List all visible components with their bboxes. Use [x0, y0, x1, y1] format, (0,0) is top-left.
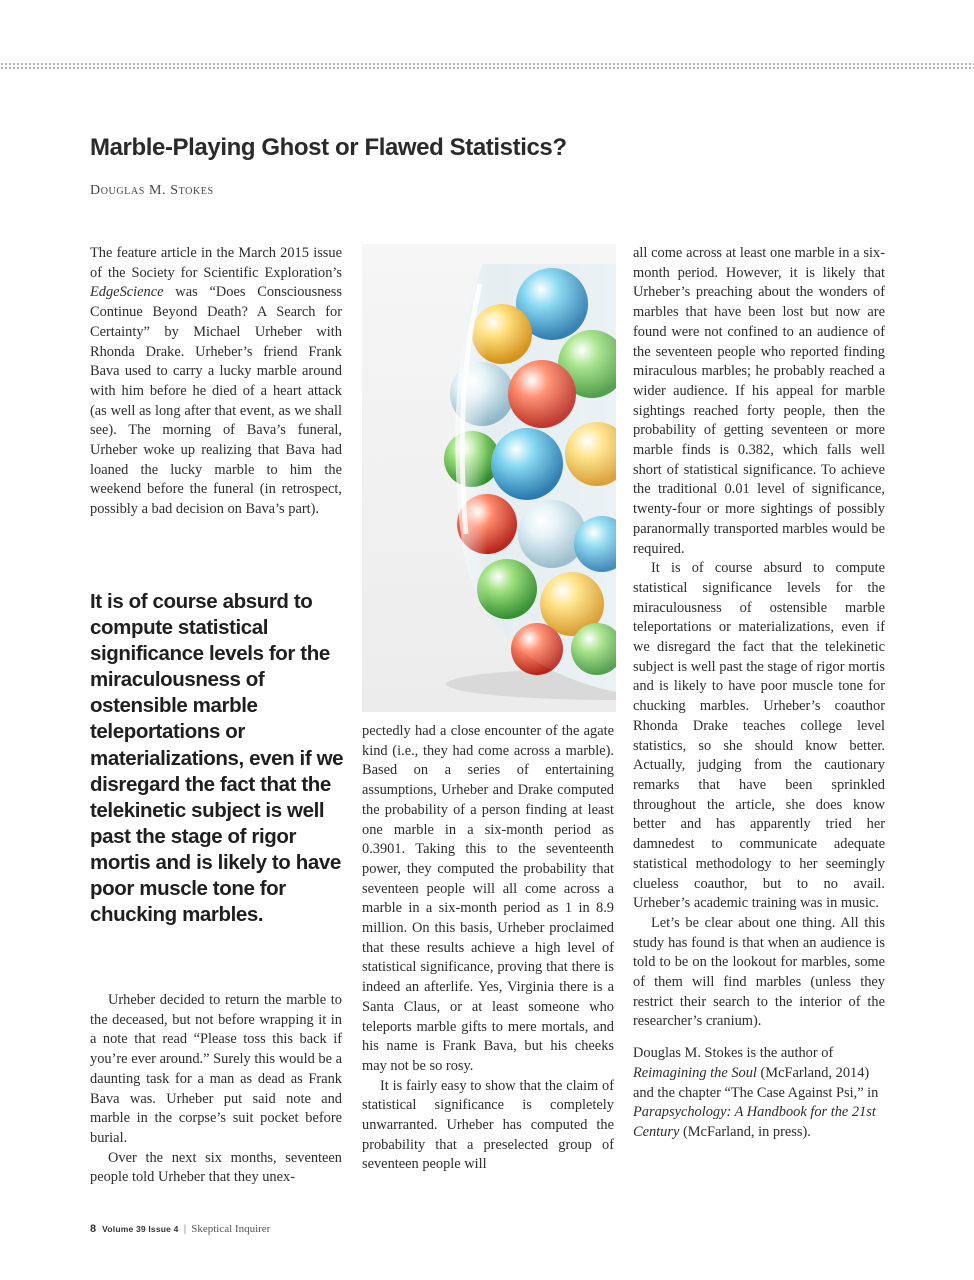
volume-issue: Volume 39 Issue 4 — [102, 1224, 179, 1234]
paragraph: all come across at least one marble in a six-month period. However, it is likely that Urheber’s preaching about the wonders of marbles that have been lost but now are found were not confined to an audience of the seventeen people who reported finding miraculous marbles; he probably reached a wider audience. If his appeal for marble sightings reached forty people, then the probability of getting seventeen or more marble finds is 0.382, which falls well short of statistical significance. To achieve the traditional 0.01 level of significance, twenty-four or more sightings of possibly paranormally transported marbles would be required. — [633, 245, 885, 557]
column-1-bottom — [90, 991, 342, 1188]
column-3 — [633, 244, 885, 1143]
page-number: 8 — [90, 1223, 97, 1235]
paragraph: The feature article in the March 2015 issue of the Society for Scientific Exploration’s EdgeScience was “Does Consciousness Continue Beyond Death? A Search for Certainty” by Michael Urheber with Rhonda Drake. Urheber’s friend Frank Bava used to carry a lucky marble around with him before he died of a heart attack (as well as long after that event, as we shall see). The morning of Bava’s funeral, Urheber woke up realizing that Bava had loaned the lucky marble to him the weekend before the funeral (in retrospect, possibly a bad decision on Bava’s part). — [90, 245, 342, 518]
page-footer — [90, 1223, 270, 1235]
footer-separator: | — [183, 1224, 187, 1235]
paragraph: pectedly had a close encounter of the agate kind (i.e., they had come across a marble). Based on a series of entertaining assumptions, Urheber and Drake computed the probability of a person finding at least one marble in a six-month period as 0.3901. Taking this to the seventeenth power, they computed the probability that seventeen people will all come across a marble in a six-month period as 1 in 8.9 million. On this basis, Urheber proclaimed that these results achieve a high level of statistical significance, proving that there is indeed an afterlife. Yes, Virginia there is a Santa Claus, or at least someone who teleports marble gifts to mere mortals, and his name is Frank Bava, but his cheeks may not be so rosy. — [362, 723, 614, 1074]
paragraph: Let’s be clear about one thing. All this study has found is that when an audience is told to be on the lookout for marbles, some of them will find marbles (unless they restrict their search to the interior of the researcher’s cranium). — [633, 914, 885, 1030]
book-title: Parapsychology: A Handbook for the 21st Century — [633, 1104, 876, 1140]
column-2 — [362, 722, 614, 1175]
paragraph: Over the next six months, seventeen people told Urheber that they unex- — [90, 1149, 342, 1186]
paragraph: It is of course absurd to compute statistical significance levels for the miraculousness of ostensible marble teleportations or materializations, even if we disregard the fact that the telekinetic subject is well past the stage of rigor mortis and is likely to have poor muscle tone for chucking marbles. Urheber’s coauthor Rhonda Drake teaches college level statistics, so she should know better. Actually, judging from the cautionary remarks that have been sprinkled throughout the article, she does know better and has apparently tried her damnedest to communicate adequate statistical methodology to her seemingly clueless coauthor, but to no avail. Urheber’s academic training was in music. — [633, 560, 885, 912]
marbles-photo — [362, 244, 616, 712]
paragraph: It is fairly easy to show that the claim of statistical significance is completely unwarranted. Urheber has computed the probability that a preselected group of seventeen people will — [362, 1077, 614, 1173]
paragraph: Urheber decided to return the marble to the deceased, but not before wrapping it in a note that read “Please toss this back if you’re ever around.” Surely this would be a daunting task for a man as dead as Frank Bava was. Urheber put said note and marble in the corpse’s suit pocket before burial. — [90, 992, 342, 1146]
book-title: Reimagining the Soul — [633, 1064, 757, 1081]
article-title: Marble-Playing Ghost or Flawed Statistics? — [90, 134, 567, 161]
author-bio: Douglas M. Stokes is the author of Reimagining the Soul (McFarland, 2014) and the chapter “The Case Against Psi,” in Parapsychology: A Handbook for the 21st Century (McFarland, in press). — [633, 1045, 879, 1140]
author-byline: Douglas M. Stokes — [90, 183, 214, 198]
magazine-name: Skeptical Inquirer — [191, 1223, 271, 1235]
dotted-rule — [0, 62, 974, 70]
column-1-top — [90, 244, 342, 520]
publication-title: EdgeScience — [90, 284, 164, 301]
pull-quote: It is of course absurd to compute statistical significance levels for the miraculousness of ostensible marble teleportations or materializations, even if we disregard the fact that the telekinetic subject is well past the stage of rigor mortis and is likely to have poor muscle tone for chucking marbles. — [90, 590, 344, 927]
